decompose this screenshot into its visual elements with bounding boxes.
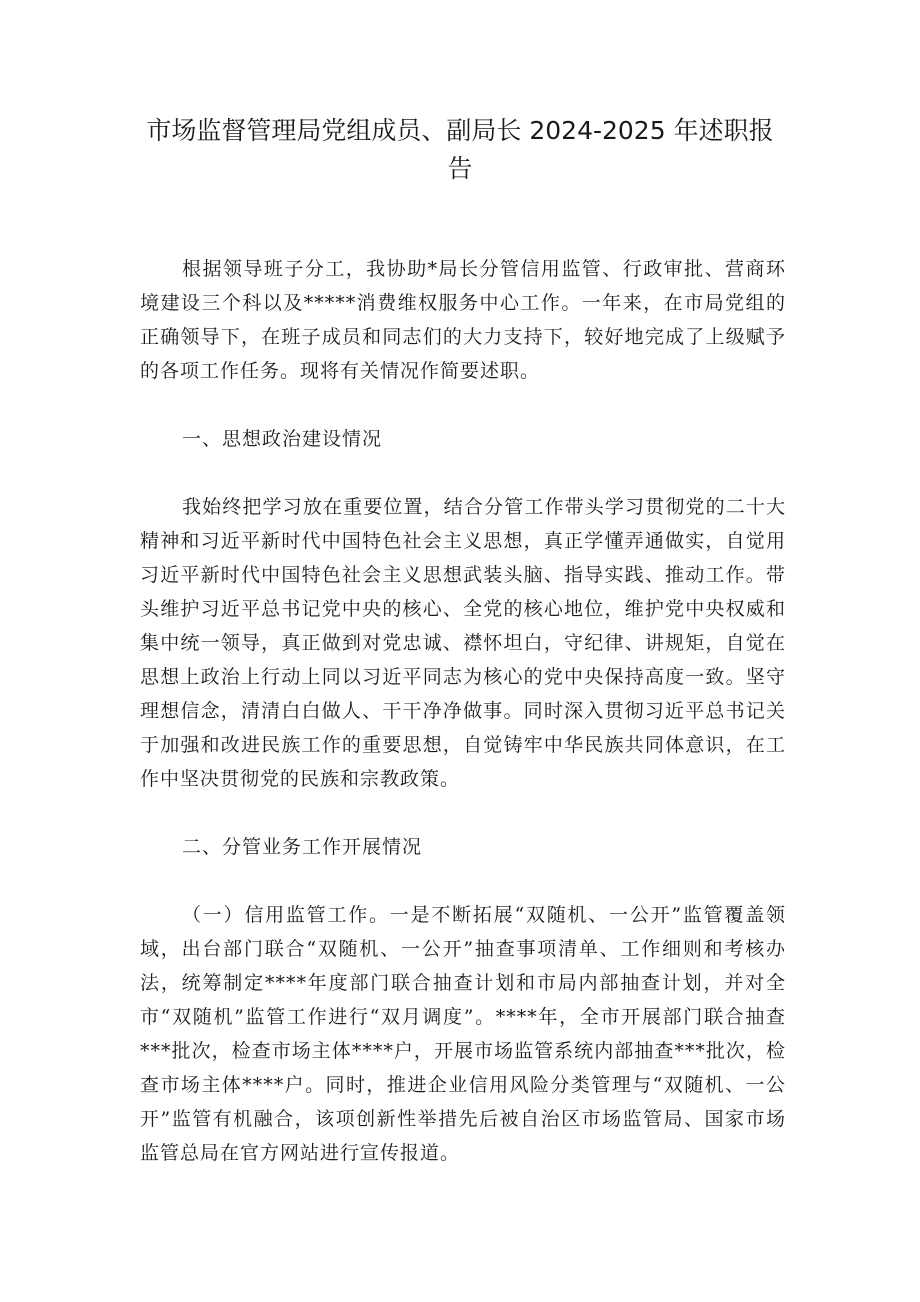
section-1-paragraph: 我始终把学习放在重要位置，结合分管工作带头学习贯彻党的二十大精神和习近平新时代中国特色社会主义思想，真正学懂弄通做实，自觉用习近平新时代中国特色社会主义思想武装头脑、指导实践、推动工作。带头维护习近平总书记党中央的核心、全党的核心地位，维护党中央权威和集中统一领导，真正做到对党忠诚、襟怀坦白，守纪律、讲规矩，自觉在思想上政治上行动上同以习近平同志为核心的党中央保持高度一致。坚守理想信念，清清白白做人、干干净净做事。同时深入贯彻习近平总书记关于加强和改进民族工作的重要思想，自觉铸牢中华民族共同体意识，在工作中坚决贯彻党的民族和宗教政策。 [140, 496, 786, 790]
section-2-paragraph: （一）信用监管工作。一是不断拓展“双随机、一公开”监管覆盖领域，出台部门联合“双随机、一公开”抽查事项清单、工作细则和考核办法，统筹制定****年度部门联合抽查计划和市局内部抽查计划，并对全市“双随机”监管工作进行“双月调度”。****年，全市开展部门联合抽查***批次，检查市场主体****户，开展市场监管系统内部抽查***批次，检查市场主体****户。同时，推进企业信用风险分类管理与“双随机、一公开”监管有机融合，该项创新性举措先后被自治区市场监管局、国家市场监管总局在官方网站进行宣传报道。 [140, 904, 786, 1164]
intro-paragraph: 根据领导班子分工，我协助*局长分管信用监管、行政审批、营商环境建设三个科以及*****消费维权服务中心工作。一年来，在市局党组的正确领导下，在班子成员和同志们的大力支持下，较好地完成了上级赋予的各项工作任务。现将有关情况作简要述职。 [140, 258, 786, 382]
document-title: 市场监督管理局党组成员、副局长 2024-2025 年述职报告 [146, 116, 774, 183]
section-2-heading: 二、分管业务工作开展情况 [182, 836, 423, 858]
section-1-heading: 一、思想政治建设情况 [182, 428, 383, 450]
